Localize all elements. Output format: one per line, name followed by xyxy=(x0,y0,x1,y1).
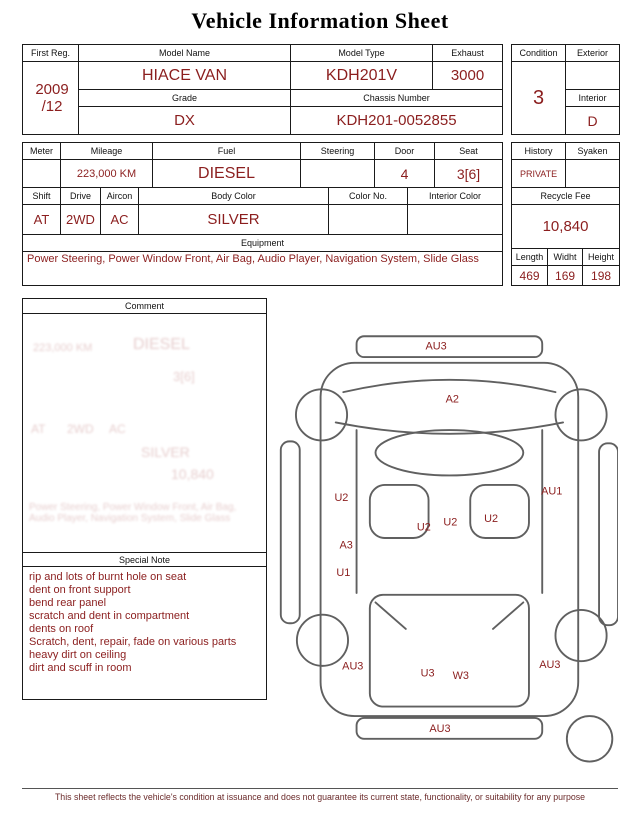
length-label: Length xyxy=(512,249,548,266)
history-value: PRIVATE xyxy=(512,160,566,188)
interior-value: D xyxy=(566,107,620,135)
door-value: 4 xyxy=(375,160,435,188)
damage-code-label: U2 xyxy=(416,521,431,534)
car-damage-diagram-svg xyxy=(277,298,618,778)
grade-label: Grade xyxy=(79,90,291,107)
interior-label: Interior xyxy=(566,90,620,107)
syaken-label: Syaken xyxy=(566,143,620,160)
middle-seat-right xyxy=(470,485,529,538)
damage-code-label: U2 xyxy=(334,492,349,505)
spare-tire xyxy=(567,716,612,761)
exterior-label: Exterior xyxy=(566,45,620,62)
syaken-value xyxy=(566,160,620,188)
drive-value: 2WD xyxy=(61,205,101,235)
steering-label: Steering xyxy=(301,143,375,160)
mileage-value: 223,000 KM xyxy=(61,160,153,188)
spec-table xyxy=(22,142,503,286)
damage-code-label: AU3 xyxy=(425,340,447,353)
wheel-front-left xyxy=(296,389,347,440)
color-no-label: Color No. xyxy=(329,188,408,205)
width-value: 169 xyxy=(548,266,583,286)
equipment-label: Equipment xyxy=(23,235,503,252)
page-title: Vehicle Information Sheet xyxy=(191,8,449,33)
height-label: Height xyxy=(583,249,620,266)
chassis-number-label: Chassis Number xyxy=(291,90,503,107)
disclaimer-text: This sheet reflects the vehicle's condition at issuance and does not guarantee its current state, functionality, or suitability for any purpose xyxy=(22,788,618,802)
main-area xyxy=(22,298,618,783)
special-note-line: heavy dirt on ceiling xyxy=(29,648,127,661)
first-reg-value xyxy=(23,62,79,135)
model-type-label: Model Type xyxy=(291,45,433,62)
damage-code-label: AU3 xyxy=(429,723,451,736)
top-tables xyxy=(22,44,618,135)
history-label: History xyxy=(512,143,566,160)
first-reg-year: 2009 xyxy=(35,80,69,98)
model-name-label: Model Name xyxy=(79,45,291,62)
damage-code-label: A2 xyxy=(445,393,459,406)
comment-header: Comment xyxy=(23,299,266,314)
recycle-fee-value: 10,840 xyxy=(512,205,620,249)
drive-label: Drive xyxy=(61,188,101,205)
interior-color-label: Interior Color xyxy=(408,188,503,205)
body-color-label: Body Color xyxy=(139,188,329,205)
first-reg-month: /12 xyxy=(41,98,63,115)
comment-box xyxy=(22,298,267,700)
special-note-line: scratch and dent in compartment xyxy=(29,609,190,622)
cabin-side-lines xyxy=(357,430,543,593)
equipment-value: Power Steering, Power Window Front, Air Bag, Audio Player, Navigation System, Slide Glass xyxy=(23,252,503,286)
cargo-hatch-lines xyxy=(376,602,524,629)
meter-value xyxy=(23,160,61,188)
front-seat-row xyxy=(376,430,524,475)
fuel-label: Fuel xyxy=(153,143,301,160)
condition-value: 3 xyxy=(512,62,566,135)
exterior-value xyxy=(566,62,620,90)
registration-table xyxy=(22,44,503,135)
damage-code-label: AU3 xyxy=(342,660,364,673)
special-note-line: bend rear panel xyxy=(29,596,107,609)
windshield-line xyxy=(336,422,563,433)
left-side-panel xyxy=(281,441,300,623)
wheel-rear-left xyxy=(297,615,348,666)
shift-value: AT xyxy=(23,205,61,235)
special-note-line: rip and lots of burnt hole on seat xyxy=(29,571,187,583)
comment-body xyxy=(23,314,266,552)
model-type-value: KDH201V xyxy=(291,62,433,90)
aircon-label: Aircon xyxy=(101,188,139,205)
special-note-line: dirt and scuff in room xyxy=(29,661,132,674)
history-table xyxy=(511,142,620,286)
damage-diagram xyxy=(277,298,618,783)
special-note-line: dents on roof xyxy=(29,622,94,635)
special-note-header: Special Note xyxy=(23,552,266,567)
condition-label: Condition xyxy=(512,45,566,62)
wheel-front-right xyxy=(555,389,606,440)
door-label: Door xyxy=(375,143,435,160)
front-bumper xyxy=(357,336,543,357)
damage-code-label: A3 xyxy=(339,539,353,552)
damage-code-label: U1 xyxy=(336,566,351,579)
seat-label: Seat xyxy=(435,143,503,160)
damage-code-label: AU1 xyxy=(541,485,563,498)
length-value: 469 xyxy=(512,266,548,286)
recycle-fee-label: Recycle Fee xyxy=(512,188,620,205)
detail-tables xyxy=(22,142,618,286)
cargo-area xyxy=(370,595,529,707)
damage-code-label: W3 xyxy=(452,670,469,683)
right-side-panel xyxy=(599,443,618,625)
special-note-line: Scratch, dent, repair, fade on various parts xyxy=(29,635,237,648)
interior-color-value xyxy=(408,205,503,235)
aircon-value: AC xyxy=(101,205,139,235)
damage-code-label: U2 xyxy=(443,516,458,529)
width-label: Widht xyxy=(548,249,583,266)
seat-value: 3[6] xyxy=(435,160,503,188)
damage-code-label: AU3 xyxy=(539,658,561,671)
meter-label: Meter xyxy=(23,143,61,160)
special-note-list xyxy=(23,567,266,699)
special-note-line: dent on front support xyxy=(29,583,131,596)
damage-code-label: U3 xyxy=(420,667,435,680)
bleed-through-text: 223,000 KM DIESEL 3[6] AT 2WD AC SILVER 10,840 Power Steering, Power Window Front, Air Bag, Audio Player, Navigation System, Slide Glass xyxy=(29,336,237,524)
shift-label: Shift xyxy=(23,188,61,205)
steering-value xyxy=(301,160,375,188)
exhaust-value: 3000 xyxy=(433,62,503,90)
condition-table xyxy=(511,44,620,135)
grade-value: DX xyxy=(79,107,291,135)
chassis-number-value: KDH201-0052855 xyxy=(291,107,503,135)
wheel-rear-right xyxy=(555,610,606,661)
hood-line xyxy=(343,380,555,392)
mileage-label: Mileage xyxy=(61,143,153,160)
damage-code-label: U2 xyxy=(484,512,499,525)
first-reg-label: First Reg. xyxy=(23,45,79,62)
color-no-value xyxy=(329,205,408,235)
exhaust-label: Exhaust xyxy=(433,45,503,62)
height-value: 198 xyxy=(583,266,620,286)
model-name-value: HIACE VAN xyxy=(79,62,291,90)
body-color-value: SILVER xyxy=(139,205,329,235)
fuel-value: DIESEL xyxy=(153,160,301,188)
